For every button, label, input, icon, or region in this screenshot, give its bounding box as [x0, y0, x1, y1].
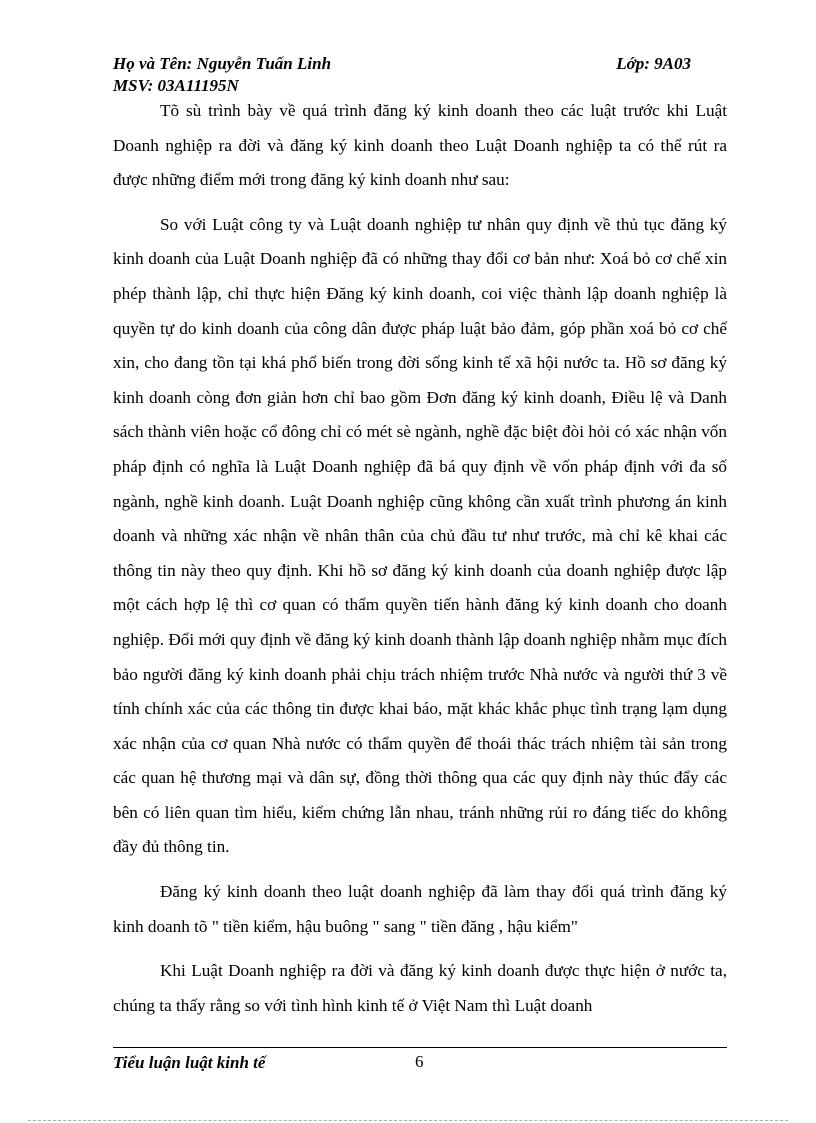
student-name: Họ và Tên: Nguyễn Tuấn Linh	[113, 54, 332, 73]
class-label: Lớp: 9A03	[616, 54, 691, 73]
paragraph-intro: Tõ sù trình bày về quá trình đăng ký kinh doanh theo các luật trước khi Luật Doanh nghiệp ra đời và đăng ký kinh doanh theo Luật Doanh nghiệp ta có thể rút ra được những điểm mới trong đăng ký kinh doanh như sau:	[113, 101, 727, 190]
document-body	[113, 94, 727, 1033]
header-first-line	[113, 53, 703, 75]
page-header	[113, 53, 703, 97]
student-id: MSV: 03A11195N	[113, 76, 239, 95]
paragraph-change: Đăng ký kinh doanh theo luật doanh nghiệp đã làm thay đổi quá trình đăng ký kinh doanh tõ " tiền kiểm, hậu buông " sang " tiền đăng , hậu kiểm"	[113, 882, 727, 936]
footer-divider	[113, 1047, 727, 1048]
paragraph-comparison: So với Luật công ty và Luật doanh nghiệp tư nhân quy định về thủ tục đăng ký kinh doanh của Luật Doanh nghiệp đã có những thay đổi cơ bản như: Xoá bỏ cơ chế xin phép thành lập, chỉ thực hiện Đăng ký kinh doanh, coi việc thành lập doanh nghiệp là quyền tự do kinh doanh của công dân được pháp luật bảo đảm, góp phần xoá bỏ cơ chế xin, cho đang tồn tại khá phổ biến trong đời sống kinh tế xã hội nước ta. Hồ sơ đăng ký kinh doanh còng đơn giản hơn chỉ bao gồm Đơn đăng ký kinh doanh, Điều lệ và Danh sách thành viên hoặc cổ đông chỉ có mét sè ngành, nghề đặc biệt đòi hỏi có xác nhận vốn pháp định có nghĩa là Luật Doanh nghiệp đã bá quy định về vốn pháp định với đa số ngành, nghề kinh doanh. Luật Doanh nghiệp cũng không cần xuất trình phương án kinh doanh và những xác nhận về nhân thân của chủ đầu tư như trước, mà chỉ kê khai các thông tin này theo quy định. Khi hồ sơ đăng ký kinh doanh của doanh nghiệp được lập một cách hợp lệ thì cơ quan có thẩm quyền tiến hành đăng ký kinh doanh cho doanh nghiệp. Đổi mới quy định về đăng ký kinh doanh thành lập doanh nghiệp nhằm mục đích bảo người đăng ký kinh doanh phải chịu trách nhiệm trước Nhà nước và người thứ 3 về tính chính xác của các thông tin được khai báo, mặt khác khắc phục tình trạng lạm dụng xác nhận của cơ quan Nhà nước có thẩm quyền để thoái thác trách nhiệm tài sản trong các quan hệ thương mại và dân sự, đồng thời thông qua các quy định này thúc đẩy các bên có liên quan tìm hiểu, kiểm chứng lẫn nhau, tránh những rủi ro đáng tiếc do không đầy đủ thông tin.	[113, 214, 727, 857]
page-number: 6	[415, 1052, 424, 1071]
paragraph-conclusion: Khi Luật Doanh nghiệp ra đời và đăng ký kinh doanh được thực hiện ở nước ta, chúng ta thấy rằng so với tình hình kinh tế ở Việt Nam thì Luật doanh	[113, 961, 727, 1015]
footer-title: Tiểu luận luật kinh tế	[113, 1053, 266, 1072]
page-break-line	[28, 1120, 788, 1121]
